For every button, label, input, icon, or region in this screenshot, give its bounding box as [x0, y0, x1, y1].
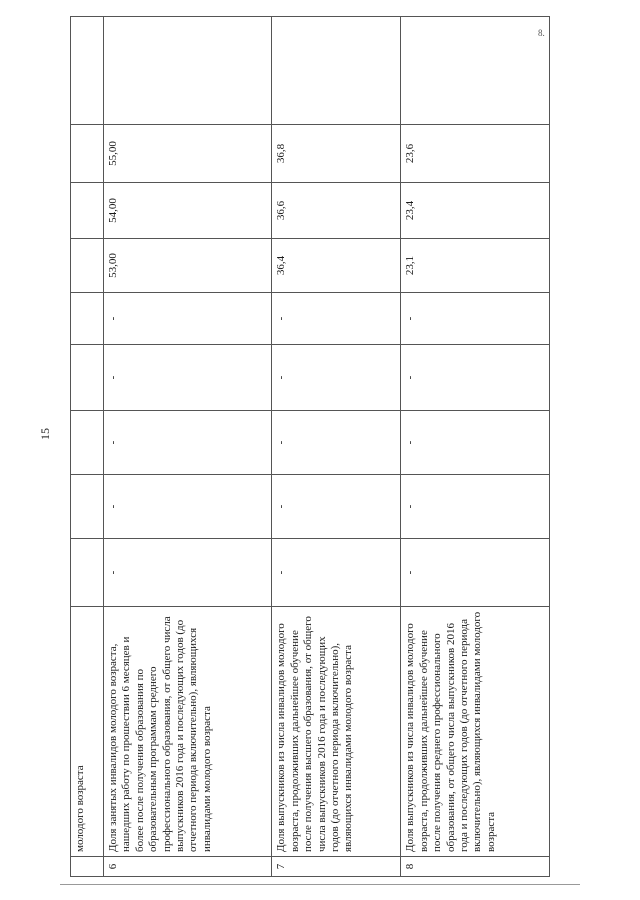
- table-cell-text: молодого возраста: [71, 607, 104, 857]
- value-cell: -: [401, 293, 550, 345]
- value-cell: 23,4: [401, 183, 550, 239]
- value-cell: -: [104, 345, 272, 411]
- value-cell: -: [104, 539, 272, 607]
- value-cell: -: [401, 411, 550, 475]
- value-cell: 54,00: [104, 183, 272, 239]
- corner-mark: 8.: [538, 28, 545, 38]
- table-cell-no: [71, 857, 104, 877]
- value-cell: -: [104, 293, 272, 345]
- value-cell: [401, 17, 550, 125]
- value-cell: 23,1: [401, 239, 550, 293]
- row-number: 7: [272, 857, 401, 877]
- indicator-name: Доля выпускников из числа инвалидов молодого возраста, продолживших дальнейшее обучение после получения среднего профессионального образования, от общего числа выпускников 2016 года и последующих годов (до отчетного периода включительно), являющихся инвалидами молодого возраста: [401, 607, 550, 857]
- indicator-name: Доля занятых инвалидов молодого возраста, нашедших работу по прошествии 6 месяцев и более после получения образования по образовательным программам среднего профессионального образования, от общего числа выпускников 2016 года и последующих годов (до отчетного периода включительно), являющихся инвалидами молодого возраста: [104, 607, 272, 857]
- value-cell: -: [401, 539, 550, 607]
- table-row: [104, 17, 272, 877]
- bottom-rule: [60, 884, 580, 885]
- rotated-table-container: [70, 17, 550, 877]
- value-cell: -: [272, 475, 401, 539]
- value-cell: 55,00: [104, 125, 272, 183]
- value-cell: [272, 17, 401, 125]
- value-cell: -: [272, 345, 401, 411]
- page-number: 15: [38, 428, 52, 440]
- value-cell: 36,4: [272, 239, 401, 293]
- row-number: 6: [104, 857, 272, 877]
- row-number: 8: [401, 857, 550, 877]
- value-cell: 36,8: [272, 125, 401, 183]
- indicators-table: [70, 16, 550, 877]
- value-cell: -: [272, 539, 401, 607]
- value-cell: -: [104, 475, 272, 539]
- value-cell: -: [104, 411, 272, 475]
- table-row: [272, 17, 401, 877]
- table-row-continuation: [71, 17, 104, 877]
- value-cell: 23,6: [401, 125, 550, 183]
- indicator-name: Доля выпускников из числа инвалидов молодого возраста, продолживших дальнейшее обучение после получения высшего образования, от общего числа выпускников 2016 года и последующих годов (до отчетного периода включительно), являющихся инвалидами молодого возраста: [272, 607, 401, 857]
- value-cell: -: [272, 293, 401, 345]
- table-row: [401, 17, 550, 877]
- value-cell: -: [272, 411, 401, 475]
- value-cell: 36,6: [272, 183, 401, 239]
- value-cell: 53,00: [104, 239, 272, 293]
- value-cell: [104, 17, 272, 125]
- value-cell: -: [401, 475, 550, 539]
- value-cell: -: [401, 345, 550, 411]
